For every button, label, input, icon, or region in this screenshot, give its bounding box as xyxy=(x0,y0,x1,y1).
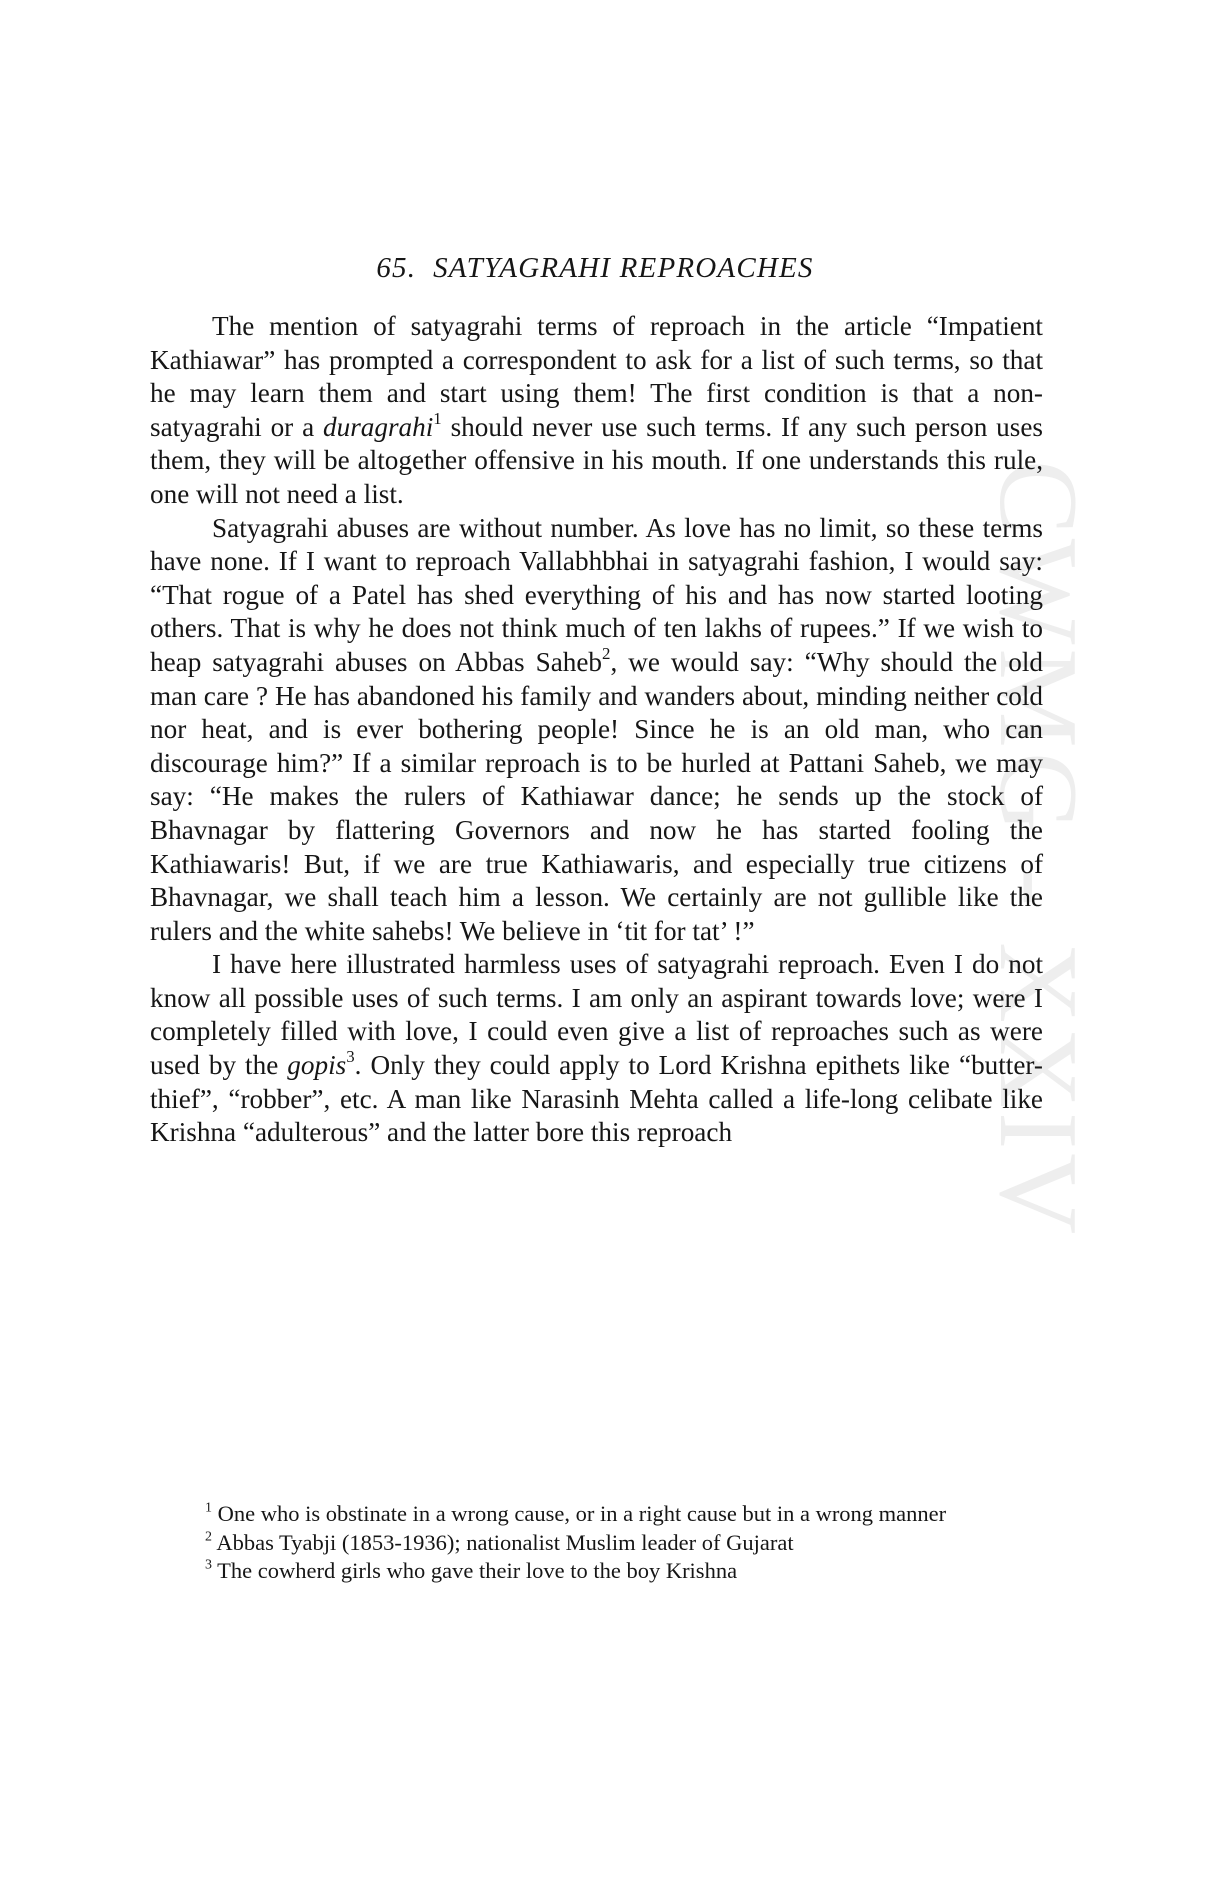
footnote-number: 2 xyxy=(205,1528,212,1544)
italic-term: gopis xyxy=(287,1050,347,1081)
footnote-text: The cowherd girls who gave their love to the boy Krishna xyxy=(211,1558,738,1583)
body-paragraph xyxy=(150,512,1043,949)
footnote-text: One who is obstinate in a wrong cause, or in a right cause but in a wrong manner xyxy=(211,1501,947,1526)
footnote xyxy=(150,1557,1043,1586)
footnotes xyxy=(150,1500,1043,1586)
footnote xyxy=(150,1500,1043,1529)
footnote-marker: 2 xyxy=(602,644,611,664)
article-title xyxy=(150,252,1040,285)
footnote-marker: 1 xyxy=(433,408,442,428)
body-paragraph xyxy=(150,948,1043,1150)
footnote-text: Abbas Tyabji (1853-1936); nationalist Muslim leader of Gujarat xyxy=(211,1529,794,1555)
watermark-text: CWMG - XXIV xyxy=(976,460,1100,1239)
article-number: 65. xyxy=(376,252,417,284)
paragraph-text: The mention of satyagrahi terms of reproach in the article “Impatient Kathiawar” has prompted a correspondent to ask for a list of such terms, so that he may learn them and start using them! The first condition is that a non-satyagrahi or a xyxy=(150,311,1043,442)
article-body xyxy=(150,310,1043,1150)
article-title-text: SATYAGRAHI REPROACHES xyxy=(433,252,814,284)
footnote-number: 1 xyxy=(205,1500,212,1516)
paragraph-text: . Only they could apply to Lord Krishna epithets like “butter-thief”, “robber”, etc. A man like Narasinh Mehta called a life-long celibate like Krishna “adulterous” and the latter bore this reproach xyxy=(150,1050,1043,1148)
body-paragraph xyxy=(150,310,1043,512)
footnote-number: 3 xyxy=(205,1557,212,1573)
paragraph-text: Satyagrahi abuses are without number. As love has no limit, so these terms have none. If I want to reproach Vallabhbhai in satyagrahi fashion, I would say: “That rogue of a Patel has shed everything of his and has now started looting others. That is why he does not think much of ten lakhs of rupees.” If we wish to heap satyagrahi abuses on Abbas Saheb xyxy=(150,512,1043,677)
footnote-marker: 3 xyxy=(346,1047,355,1067)
paragraph-text: , we would say: “Why should the old man care ? He has abandoned his family and wanders about, minding neither cold nor heat, and is ever bothering people! Since he is an old man, who can discourage him?” If a similar reproach is to be hurled at Pattani Saheb, we may say: “He makes the rulers of Kathiawar dance; he sends up the stock of Bhavnagar by flattering Governors and now he has started fooling the Kathiawaris! But, if we are true Kathiawaris, and especially true citizens of Bhavnagar, we shall teach him a lesson. We certainly are not gullible like the rulers and the white sahebs! We believe in ‘tit for tat’ !” xyxy=(150,646,1043,946)
paragraph-text: should never use such terms. If any such person uses them, they will be altogether offensive in his mouth. If one understands this rule, one will not need a list. xyxy=(150,411,1043,509)
paragraph-text: I have here illustrated harmless uses of satyagrahi reproach. Even I do not know all possible uses of such terms. I am only an aspirant towards love; were I completely filled with love, I could even give a list of reproaches such as were used by the xyxy=(150,949,1043,1081)
italic-term: duragrahi xyxy=(323,411,434,442)
footnote xyxy=(150,1529,1043,1558)
